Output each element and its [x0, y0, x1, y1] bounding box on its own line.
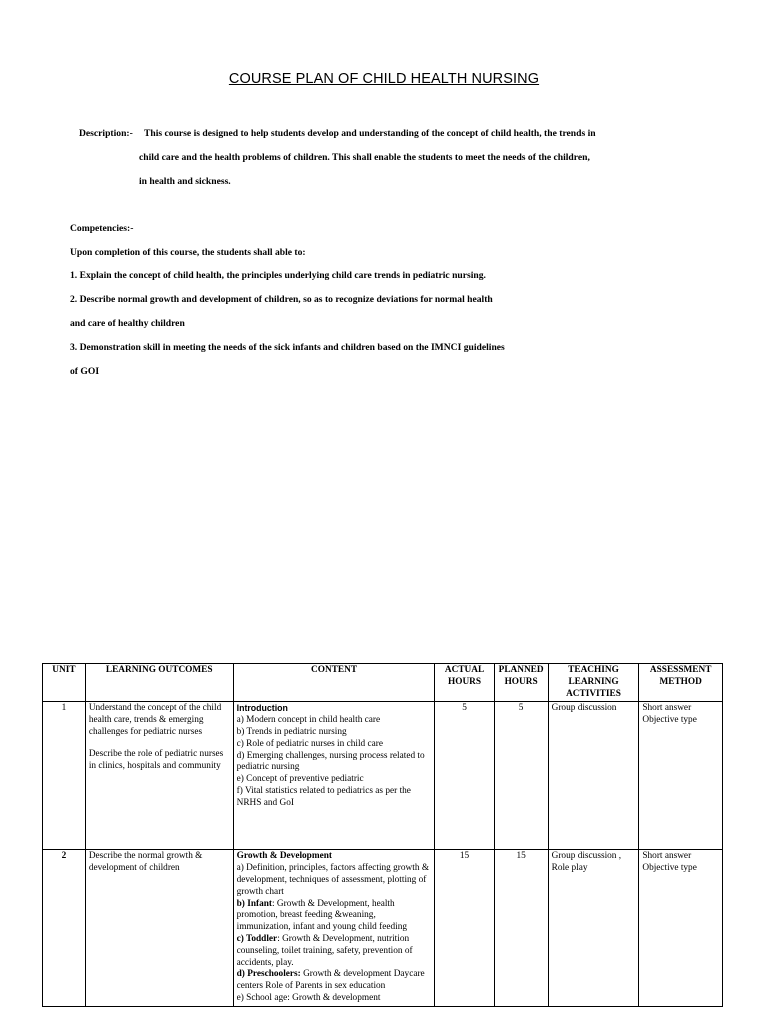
header-content: CONTENT	[233, 664, 435, 702]
teaching-activities: Group discussion , Role play	[548, 850, 639, 1006]
assessment-method: Objective type	[642, 715, 697, 726]
planned-hours: 15	[494, 850, 548, 1006]
planned-hours: 5	[494, 702, 548, 850]
content-item	[237, 934, 432, 969]
content-item: f) Vital statistics related to pediatrics as per the NRHS and GoI	[236, 785, 411, 808]
content-item-label: c) Toddler	[236, 933, 278, 944]
header-learning-outcomes: LEARNING OUTCOMES	[85, 664, 233, 702]
header-planned-hours: PLANNED HOURS	[494, 664, 548, 702]
competency-3: 3. Demonstration skill in meeting the needs of the sick infants and children based on the IMNCI guidelines	[70, 342, 505, 353]
content-item	[237, 969, 432, 993]
description-line-2: child care and the health problems of children. This shall enable the students to meet the needs of the children,	[139, 152, 590, 163]
description-line-1: This course is designed to help students develop and understanding of the concept of child health, the trends in	[144, 128, 596, 139]
content-heading: Introduction	[236, 703, 288, 714]
learning-outcome: Understand the concept of the child health care, trends & emerging challenges for pediatric nurses	[88, 703, 222, 737]
unit-number: 2	[43, 850, 86, 1006]
header-unit: UNIT	[43, 664, 86, 702]
content-item: c) Role of pediatric nurses in child care	[236, 738, 383, 749]
content-item-text: Growth & development Daycare centers Role of Parents in sex education	[236, 969, 425, 992]
competency-2: 2. Describe normal growth and development of children, so as to recognize deviations for normal health	[70, 294, 493, 305]
description-line-3: in health and sickness.	[139, 176, 231, 187]
content-heading: Growth & Development	[236, 851, 332, 862]
description-label: Description:-	[79, 128, 133, 139]
content-cell	[233, 702, 435, 850]
table-row	[43, 850, 723, 1006]
competency-3-continued: of GOI	[70, 366, 100, 377]
table-header-row	[43, 664, 723, 702]
teaching-activities: Group discussion	[548, 702, 639, 850]
competencies-label: Competencies:-	[70, 223, 134, 234]
content-item-label: b) Infant	[236, 898, 273, 909]
assessment-method-cell	[639, 702, 723, 850]
content-item: e) School age: Growth & development	[236, 992, 381, 1003]
competency-1: 1. Explain the concept of child health, the principles underlying child care trends in pediatric nursing.	[70, 270, 486, 281]
content-item: b) Trends in pediatric nursing	[236, 726, 347, 737]
assessment-method: Objective type	[642, 863, 697, 874]
actual-hours: 15	[435, 850, 494, 1006]
course-plan-table	[42, 663, 723, 1007]
content-item: a) Modern concept in child health care	[236, 715, 381, 726]
learning-outcome: Describe the role of pediatric nurses in clinics, hospitals and community	[88, 748, 224, 771]
content-item: a) Definition, principles, factors affecting growth & development, techniques of assessment, plotting of growth chart	[236, 863, 430, 897]
assessment-method: Short answer	[642, 851, 692, 862]
assessment-method-cell	[639, 850, 723, 1006]
header-actual-hours: ACTUAL HOURS	[435, 664, 494, 702]
page-title: COURSE PLAN OF CHILD HEALTH NURSING	[228, 71, 540, 87]
content-item: d) Emerging challenges, nursing process related to pediatric nursing	[236, 750, 425, 773]
header-assessment-method: ASSESSMENT METHOD	[639, 664, 723, 702]
unit-number: 1	[43, 702, 86, 850]
content-item-label: d) Preschoolers:	[236, 969, 301, 980]
content-item-text: : Growth & Development, health promotion, breast feeding &weaning, immunization, infant and young child feeding	[236, 898, 408, 933]
header-teaching-learning-activities: TEACHING LEARNING ACTIVITIES	[548, 664, 639, 702]
learning-outcomes-cell	[85, 702, 233, 850]
learning-outcome: Describe the normal growth & development of children	[88, 851, 203, 874]
competencies-intro: Upon completion of this course, the students shall able to:	[70, 247, 306, 258]
actual-hours: 5	[435, 702, 494, 850]
assessment-method: Short answer	[642, 703, 692, 714]
competency-2-continued: and care of healthy children	[70, 318, 185, 329]
content-item: e) Concept of preventive pediatric	[236, 774, 364, 785]
table-row	[43, 702, 723, 850]
content-item	[237, 899, 432, 934]
content-item-text: : Growth & Development, nutrition counseling, toilet training, safety, prevention of accidents, play.	[236, 933, 413, 968]
learning-outcomes-cell	[85, 850, 233, 1006]
content-cell	[233, 850, 435, 1006]
